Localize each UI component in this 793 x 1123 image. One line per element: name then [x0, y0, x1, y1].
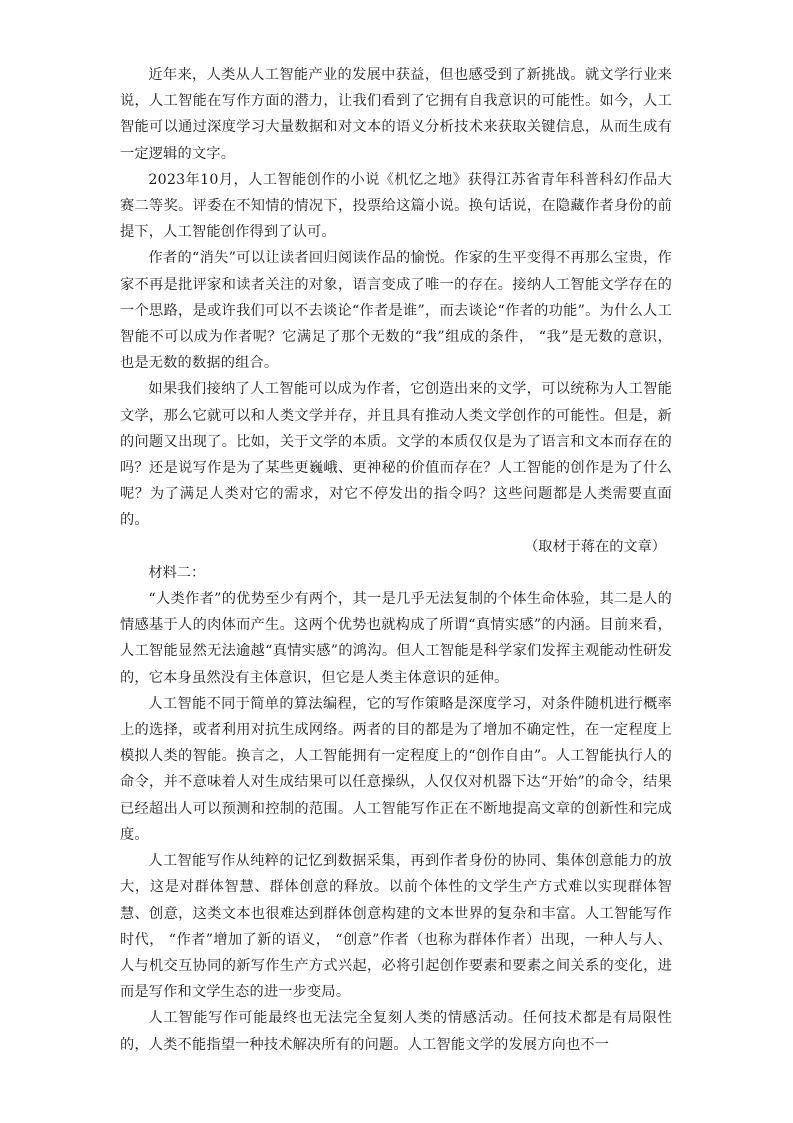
- paragraph: 人工智能不同于简单的算法编程，它的写作策略是深度学习，对条件随机进行概率上的选择，或者利用对抗生成网络。两者的目的都是为了增加不确定性，在一定程度上模拟人类的智能。换言之，人工智能拥有一定程度上的“创作自由”。人工智能执行人的命令，并不意味着人对生成结果可以任意操纵，人仅仅对机器下达“开始”的命令，结果已经超出人可以预测和控制的范围。人工智能写作正在不断地提高文章的创新性和完成度。: [120, 695, 672, 843]
- paragraph: 人工智能写作从纯粹的记忆到数据采集，再到作者身份的协同、集体创意能力的放大，这是对群体智慧、群体创意的释放。以前个体性的文学生产方式难以实现群体智慧、创意，这类文本也很难达到群体创意构建的文本世界的复杂和丰富。人工智能写作时代， “作者”增加了新的语义， “创意”作者（也称为群体作者）出现，一种人与人、人与机交互协同的新写作生产方式兴起，必将引起创作要素和要素之间关系的变化，进而是写作和文学生态的进一步变局。: [120, 853, 672, 1001]
- paragraph: 2023年10月，人工智能创作的小说《机忆之地》获得江苏省青年科普科幻作品大赛二等奖。评委在不知情的情况下，投票给这篇小说。换句话说，在隐藏作者身份的前提下，人工智能创作得到了认可。: [120, 171, 672, 241]
- paragraph: “人类作者”的优势至少有两个，其一是几乎无法复制的个体生命体验，其二是人的情感基于人的肉体而产生。这两个优势也就构成了所谓“真情实感”的内涵。目前来看，人工智能显然无法逾越“真情实感”的鸿沟。但人工智能是科学家们发挥主观能动性研发的，它本身虽然没有主体意识，但它是人类主体意识的延伸。: [120, 591, 672, 686]
- source-citation: （取材于蒋在的文章）: [524, 538, 666, 555]
- paragraph: 人工智能写作可能最终也无法完全复刻人类的情感活动。任何技术都是有局限性的，人类不能指望一种技术解决所有的问题。人工智能文学的发展方向也不一: [120, 1010, 672, 1053]
- paragraph: 如果我们接纳了人工智能可以成为作者，它创造出来的文学，可以统称为人工智能文学，那么它就可以和人类文学并存，并且具有推动人类文学创作的可能性。但是，新的问题又出现了。比如，关于文学的本质。文学的本质仅仅是为了语言和文本而存在的吗？还是说写作是为了某些更巍峨、更神秘的价值而存在？人工智能的创作是为了什么呢？为了满足人类对它的需求，对它不停发出的指令吗？这些问题都是人类需要直面的。: [120, 381, 672, 529]
- paragraph: 近年来，人类从人工智能产业的发展中获益，但也感受到了新挑战。就文学行业来说，人工智能在写作方面的潜力，让我们看到了它拥有自我意识的可能性。如今，人工智能可以通过深度学习大量数据和对文本的语义分析技术来获取关键信息，从而生成有一定逻辑的文字。: [120, 67, 672, 162]
- paragraph: 作者的“消失”可以让读者回归阅读作品的愉悦。作家的生平变得不再那么宝贵，作家不再是批评家和读者关注的对象，语言变成了唯一的存在。接纳人工智能文学存在的一个思路，是或许我们可以不去谈论“作者是谁”，而去谈论“作者的功能”。为什么人工智能不可以成为作者呢？它满足了那个无数的“我”组成的条件， “我”是无数的意识，也是无数的数据的组合。: [120, 250, 672, 372]
- article-body: [120, 62, 672, 1058]
- section-heading: 材料二：: [148, 564, 206, 581]
